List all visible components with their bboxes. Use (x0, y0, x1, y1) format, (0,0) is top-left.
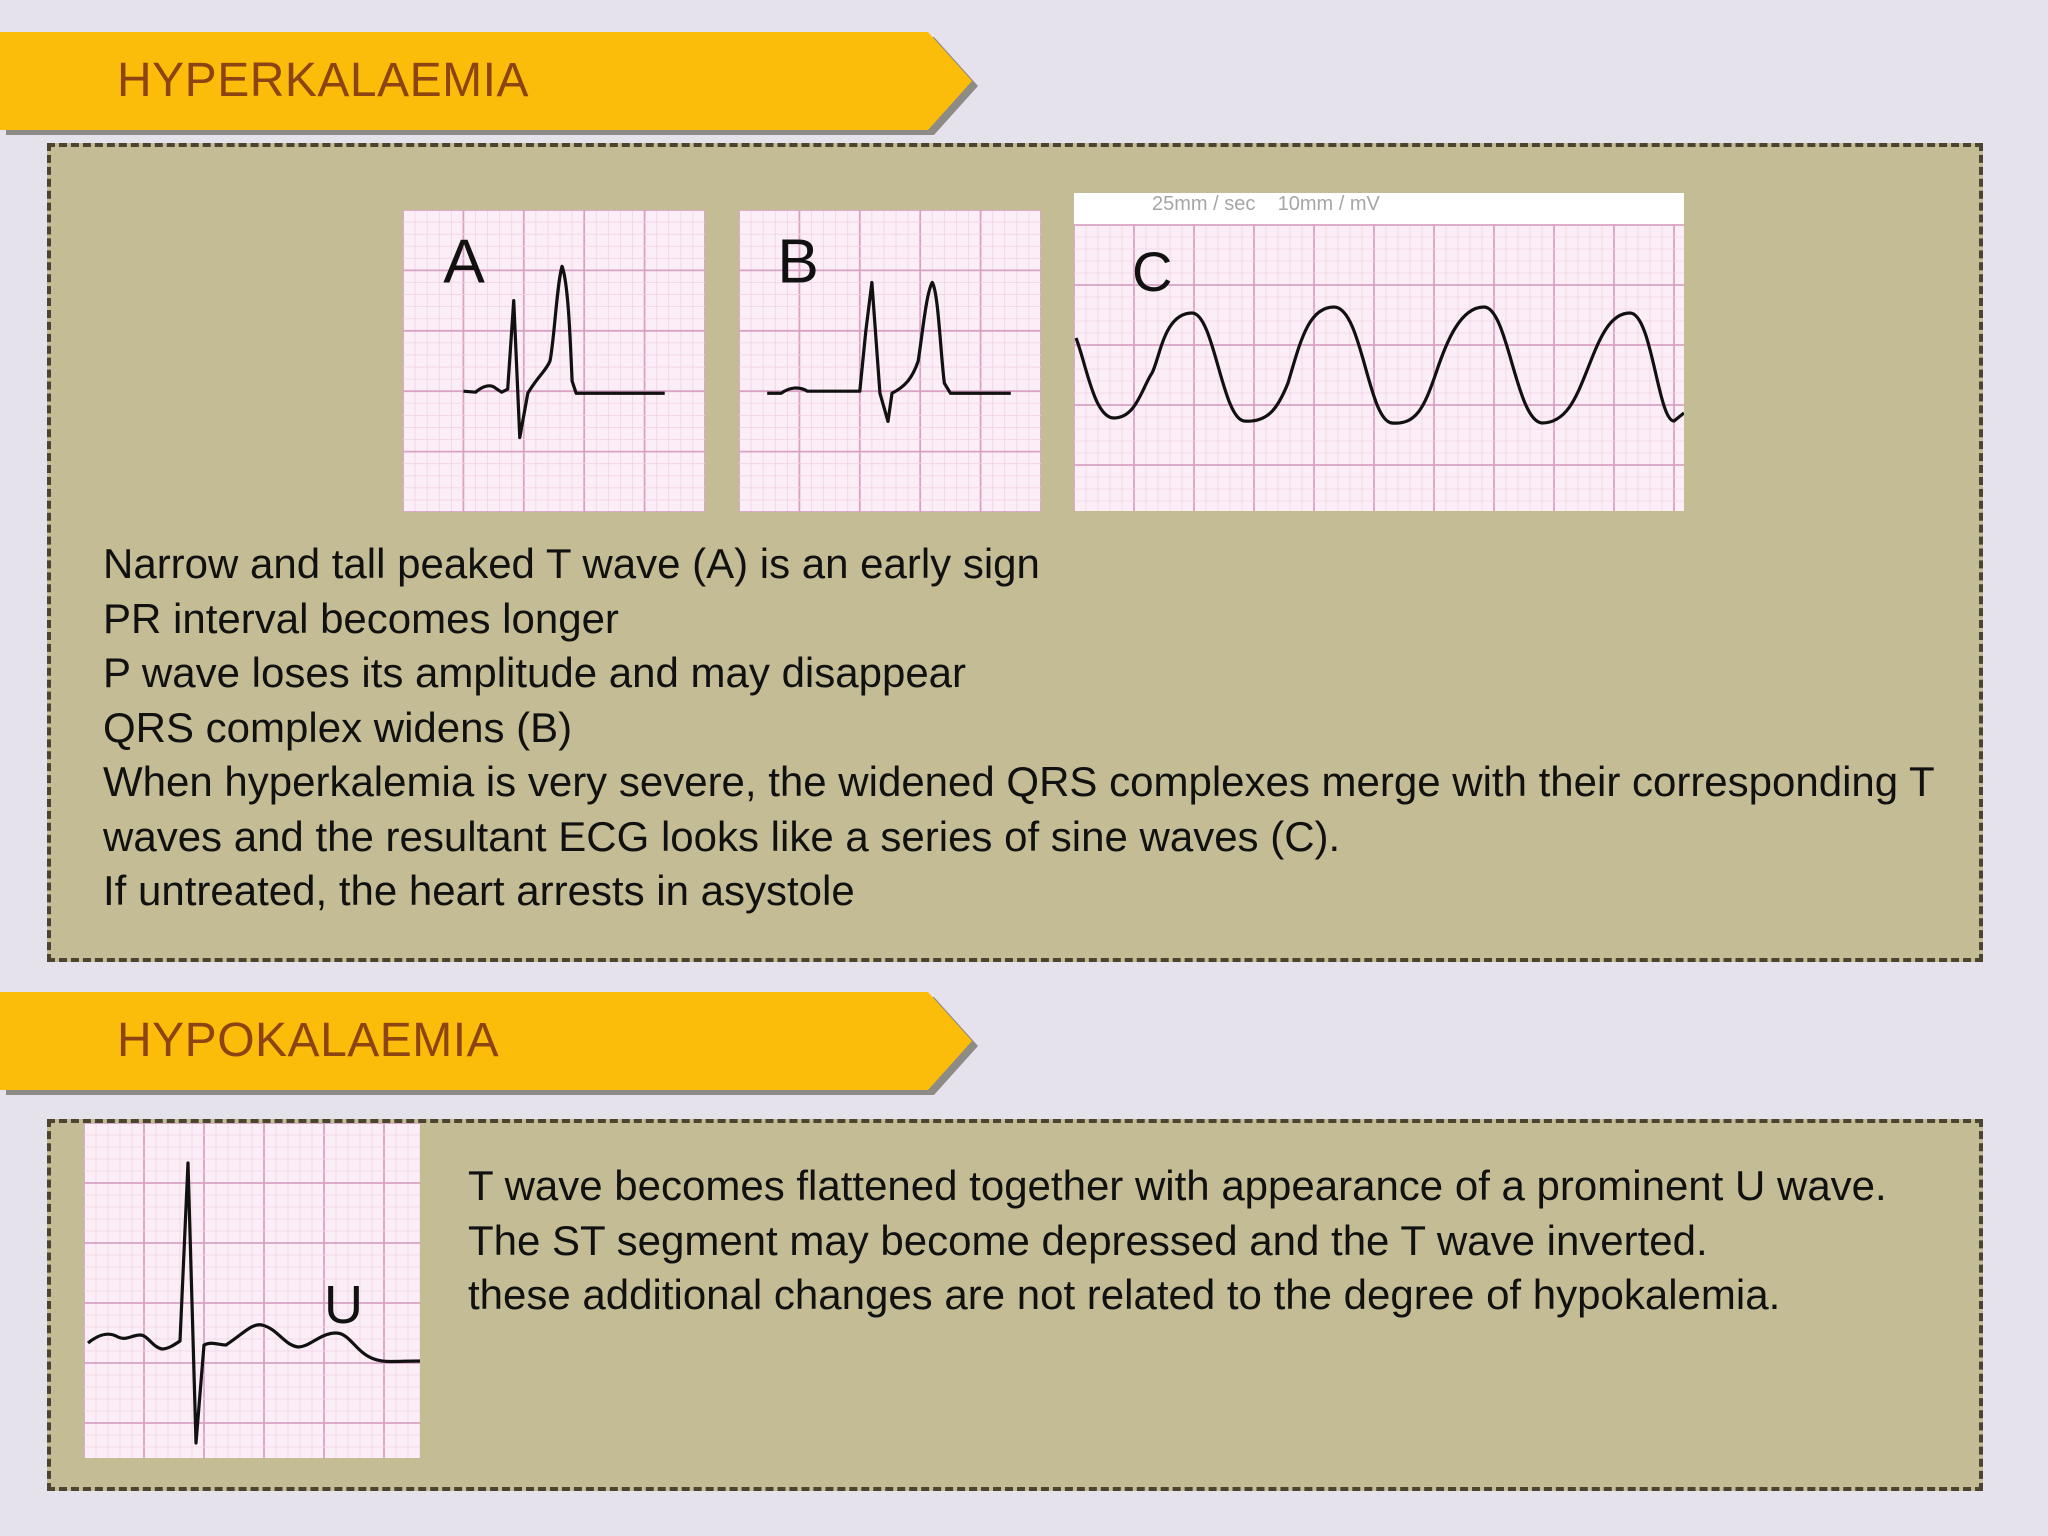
hyper-line-2: PR interval becomes longer (103, 594, 619, 642)
ecg-strip-b-image (739, 210, 1041, 512)
hypokalaemia-panel (47, 1119, 1983, 1491)
hyper-line-6: If untreated, the heart arrests in asystole (103, 867, 855, 914)
hyperkalaemia-panel (47, 143, 1983, 962)
hyper-line-5: When hyperkalemia is very severe, the widened QRS complexes merge with their corresponding T waves and the resultant ECG looks like a series of sine waves (C). (103, 758, 1934, 860)
ecg-label-u: U (324, 1275, 363, 1335)
ecg-grid (84, 1123, 420, 1458)
ecg-trace-a (463, 266, 664, 437)
hyperkalaemia-description (103, 537, 1963, 919)
ecg-strip-a-image (403, 210, 705, 512)
ecg-trace-b (767, 282, 1011, 421)
hypokalaemia-description (468, 1159, 1968, 1323)
hyperkalaemia-title: HYPERKALAEMIA (117, 54, 529, 107)
ecg-label-b: B (777, 227, 819, 297)
ecg-label-c: C (1132, 240, 1173, 303)
hyper-line-3: P wave loses its amplitude and may disappear (103, 649, 967, 696)
hypo-line-2: The ST segment may become depressed and the T wave inverted. (468, 1216, 1708, 1264)
ecg-label-a: A (443, 227, 485, 297)
hyper-line-4: QRS complex widens (B) (103, 703, 573, 751)
ecg-strip-c-image (1074, 193, 1684, 511)
hypokalaemia-title: HYPOKALAEMIA (117, 1014, 500, 1067)
ecg-speed-label: 25mm / sec 10mm / mV (1152, 193, 1380, 215)
hyper-line-1: Narrow and tall peaked T wave (A) is an early sign (103, 540, 1040, 587)
ecg-strip-u-image (84, 1123, 420, 1458)
hypo-line-1: T wave becomes flattened together with appearance of a prominent U wave. (468, 1162, 1887, 1209)
hypo-line-3: these additional changes are not related to the degree of hypokalemia. (468, 1271, 1781, 1318)
